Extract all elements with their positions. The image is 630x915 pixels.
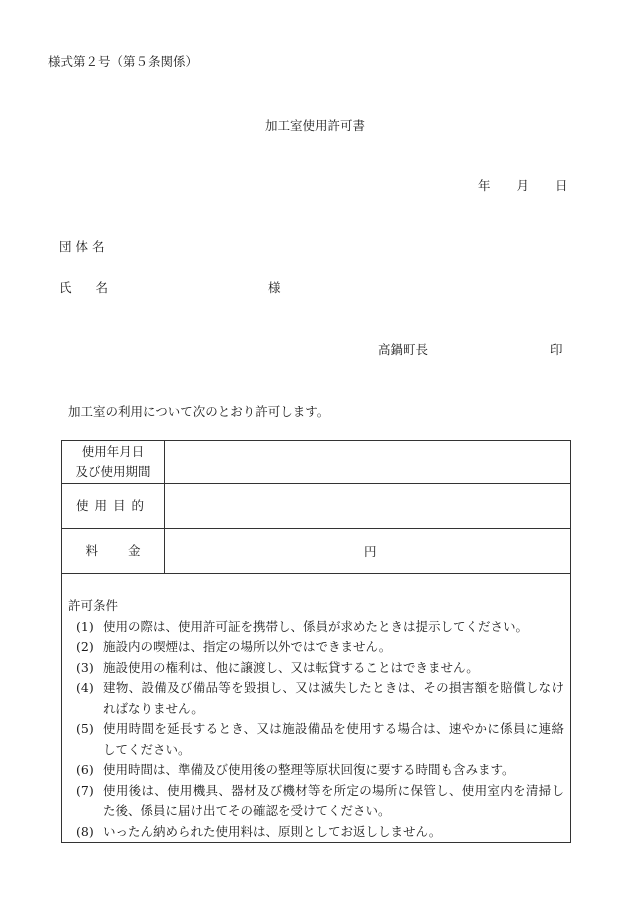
condition-item — [68, 822, 564, 843]
condition-item — [68, 719, 564, 760]
fee-label-first: 料 — [85, 542, 98, 558]
permit-table — [61, 440, 571, 843]
row-usage-purpose — [62, 483, 570, 529]
condition-item — [68, 760, 564, 781]
condition-number: (3) — [76, 659, 94, 675]
condition-item — [68, 637, 564, 658]
condition-item — [68, 658, 564, 679]
fee-field[interactable] — [164, 528, 570, 573]
usage-period-label — [62, 441, 165, 483]
condition-number: (7) — [76, 782, 94, 798]
document-title: 加工室使用許可書 — [264, 118, 365, 133]
condition-text: 建物、設備及び備品等を毀損し、又は滅失したときは、その損害額を賠償しなければなりません。 — [103, 680, 564, 716]
name-label-first: 氏 — [59, 280, 72, 295]
form-number: 様式第２号（第５条関係） — [48, 54, 199, 69]
organization-label: 団体名 — [59, 239, 109, 254]
condition-text: いったん納められた使用料は、原則としてお返ししません。 — [103, 823, 442, 839]
usage-purpose-field[interactable] — [164, 483, 570, 528]
condition-number: (6) — [76, 762, 94, 777]
name-label-second: 名 — [95, 280, 109, 295]
condition-text: 使用後は、使用機具、器材及び機材等を所定の場所に保管し、使用室内を清掃した後、係員に届け出てその確認を受けてください。 — [103, 782, 564, 818]
condition-text: 使用の際は、使用許可証を携帯し、係員が求めたときは提示してください。 — [103, 618, 529, 634]
fee-label-second: 金 — [128, 542, 141, 558]
seal-mark: 印 — [550, 342, 563, 357]
condition-number: (1) — [76, 618, 94, 634]
issuer-title: 高鍋町長 — [378, 342, 429, 357]
condition-item — [68, 781, 564, 822]
date-year-label: 年 — [478, 178, 491, 193]
date-line — [478, 176, 568, 194]
condition-number: (2) — [76, 639, 94, 654]
condition-number: (4) — [76, 680, 94, 695]
permit-conditions — [68, 596, 564, 842]
condition-item — [68, 678, 564, 719]
conditions-heading: 許可条件 — [68, 598, 119, 613]
usage-period-field[interactable] — [164, 441, 570, 483]
name-label — [59, 278, 108, 296]
condition-number: (8) — [76, 823, 94, 839]
row-fee — [62, 528, 570, 574]
row-usage-period — [62, 441, 570, 484]
condition-text: 使用時間を延長するとき、又は施設備品を使用する場合は、速やかに係員に連絡してください。 — [103, 721, 564, 757]
condition-text: 使用時間は、準備及び使用後の整理等原状回復に要する時間も含みます。 — [103, 762, 515, 777]
fee-unit-yen: 円 — [364, 544, 377, 559]
condition-text: 施設内の喫煙は、指定の場所以外ではできません。 — [103, 639, 392, 654]
condition-item — [68, 617, 564, 638]
date-day-label: 日 — [555, 178, 568, 193]
intro-text: 加工室の利用について次のとおり許可します。 — [68, 404, 330, 419]
date-month-label: 月 — [516, 178, 530, 193]
usage-period-label-line2: 及び使用期間 — [75, 464, 151, 479]
honorific-sama: 様 — [268, 280, 281, 295]
condition-number: (5) — [76, 721, 94, 736]
condition-text: 施設使用の権利は、他に譲渡し、又は転貸することはできません。 — [103, 659, 479, 675]
usage-purpose-label: 使用目的 — [62, 483, 165, 528]
fee-label — [62, 528, 165, 573]
usage-period-label-line1: 使用年月日 — [81, 444, 145, 459]
